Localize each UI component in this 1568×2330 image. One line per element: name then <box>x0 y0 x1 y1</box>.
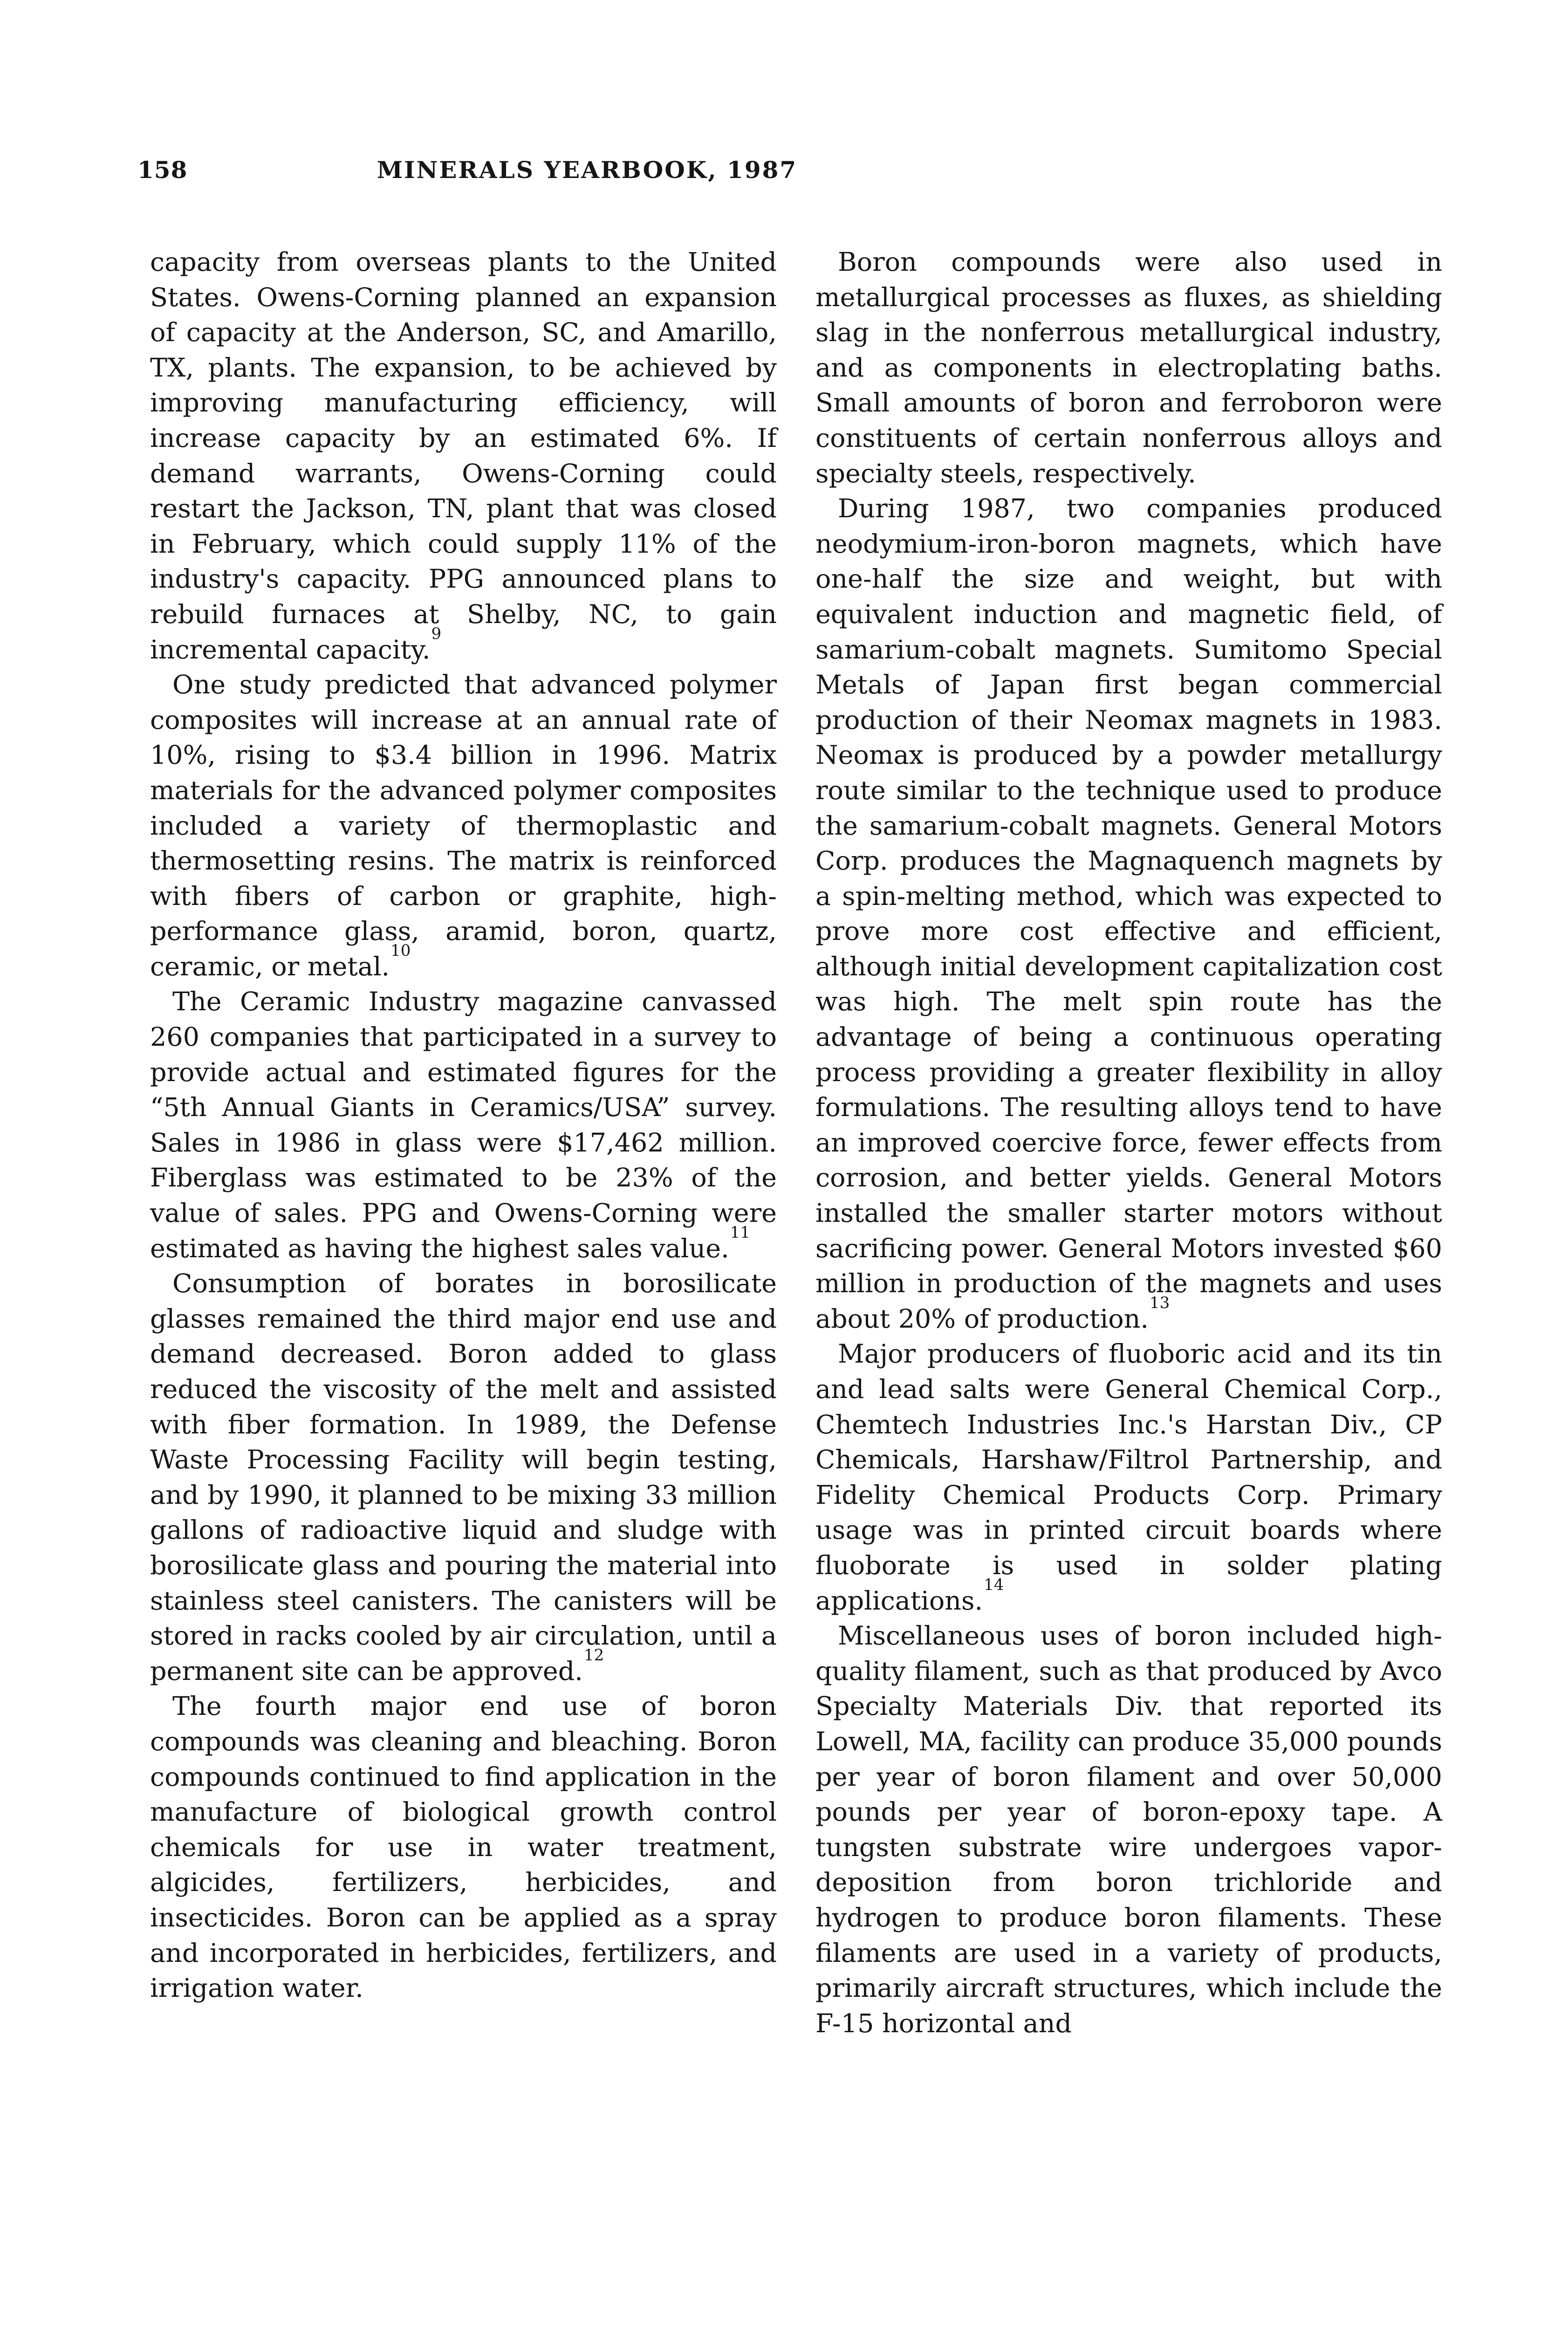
page-number: 158 <box>137 156 188 184</box>
paragraph-boron-filament: Miscellaneous uses of boron included high-quality filament, such as that produced by Avco Specialty Materials Div. that reported its Lowell, MA, facility can produce 35,000 pounds per year of boron filament and over 50,000 pounds per year of boron-epoxy tape. A tungsten substrate wire undergoes vapor-deposition from boron trichloride and hydrogen to produce boron filaments. These filaments are used in a variety of products, primarily aircraft structures, which include the F-15 horizontal and <box>815 1621 1443 2039</box>
left-column <box>150 245 777 2006</box>
paragraph-metallurgical-uses: Boron compounds were also used in metallurgical processes as fluxes, as shielding slag in the nonferrous metallurgical industry, and as components in electroplating baths. Small amounts of boron and ferroboron were constituents of certain nonferrous alloys and specialty steels, respectively. <box>815 247 1442 489</box>
footnote-ref: 14 <box>984 1576 1004 1595</box>
footnote-ref: 10 <box>390 941 411 960</box>
right-column <box>815 245 1442 2041</box>
paragraph-borosilicate-glasses: Consumption of borates in borosilicate glasses remained the third major end use and demand decreased. Boron added to glass reduced the viscosity of the melt and assisted with fiber formation. In 1989, the Defense Waste Processing Facility will begin testing, and by 1990, it planned to be mixing 33 million gallons of radioactive liquid and sludge with borosilicate glass and pouring the material into stainless steel canisters. The canisters will be stored in racks cooled by air circulation, until a permanent site can be approved.$^{12}$ <box>150 1268 777 1686</box>
paragraph-fluoboric-acid: Major producers of fluoboric acid and its tin and lead salts were General Chemical Corp., Chemtech Industries Inc.'s Harstan Div., CP Chemicals, Harshaw/Filtrol Partnership, and Fidelity Chemical Products Corp. Primary usage was in printed circuit boards where fluoborate is used in solder plating applications.$^{14}$ <box>815 1339 1442 1616</box>
footnote-ref: 9 <box>431 624 442 644</box>
page-header <box>137 156 1037 203</box>
paragraph-polymer-composites: One study predicted that advanced polymer composites will increase at an annual rate of 10%, rising to $3.4 billion in 1996. Matrix materials for the advanced polymer composites included a variety of thermoplastic and thermosetting resins. The matrix is reinforced with fibers of carbon or graphite, high-performance glass, aramid, boron, quartz, ceramic, or metal.$^{10}$ <box>150 670 777 982</box>
paragraph-capacity-expansion: capacity from overseas plants to the United States. Owens-Corning planned an expansion of capacity at the Anderson, SC, and Amarillo, TX, plants. The expansion, to be achieved by improving manufacturing efficiency, will increase capacity by an estimated 6%. If demand warrants, Owens-Corning could restart the Jackson, TN, plant that was closed in February, which could supply 11% of the industry's capacity. PPG announced plans to rebuild furnaces at Shelby, NC, to gain incremental capacity.$^9$ <box>150 247 777 665</box>
paragraph-ceramic-industry-survey: The Ceramic Industry magazine canvassed 260 companies that participated in a survey to provide actual and estimated figures for the “5th Annual Giants in Ceramics/USA” survey. Sales in 1986 in glass were $17,462 million. Fiberglass was estimated to be 23% of the value of sales. PPG and Owens-Corning were estimated as having the highest sales value.$^{11}$ <box>150 987 777 1264</box>
footnote-ref: 13 <box>1150 1294 1170 1313</box>
footnote-ref: 11 <box>730 1223 751 1242</box>
paragraph-ndfeb-magnets: During 1987, two companies produced neodymium-iron-boron magnets, which have one-half the size and weight, but with equivalent induction and magnetic field, of samarium-cobalt magnets. Sumitomo Special Metals of Japan first began commercial production of their Neomax magnets in 1983. Neomax is produced by a powder metallurgy route similar to the technique used to produce the samarium-cobalt magnets. General Motors Corp. produces the Magnaquench magnets by a spin-melting method, which was expected to prove more cost effective and efficient, although initial development capitalization cost was high. The melt spin route has the advantage of being a continuous operating process providing a greater flexibility in alloy formulations. The resulting alloys tend to have an improved coercive force, fewer effects from corrosion, and better yields. General Motors installed the smaller starter motors without sacrificing power. General Motors invested $60 million in production of the magnets and uses about 20% of production.$^{13}$ <box>815 493 1442 1334</box>
paragraph-cleaning-bleaching: The fourth major end use of boron compounds was cleaning and bleaching. Boron compounds continued to find application in the manufacture of biological growth control chemicals for use in water treatment, algicides, fertilizers, herbicides, and insecticides. Boron can be applied as a spray and incorporated in herbicides, fertilizers, and irrigation water. <box>150 1691 777 2004</box>
footnote-ref: 12 <box>583 1646 604 1665</box>
running-title: MINERALS YEARBOOK, 1987 <box>377 156 798 184</box>
